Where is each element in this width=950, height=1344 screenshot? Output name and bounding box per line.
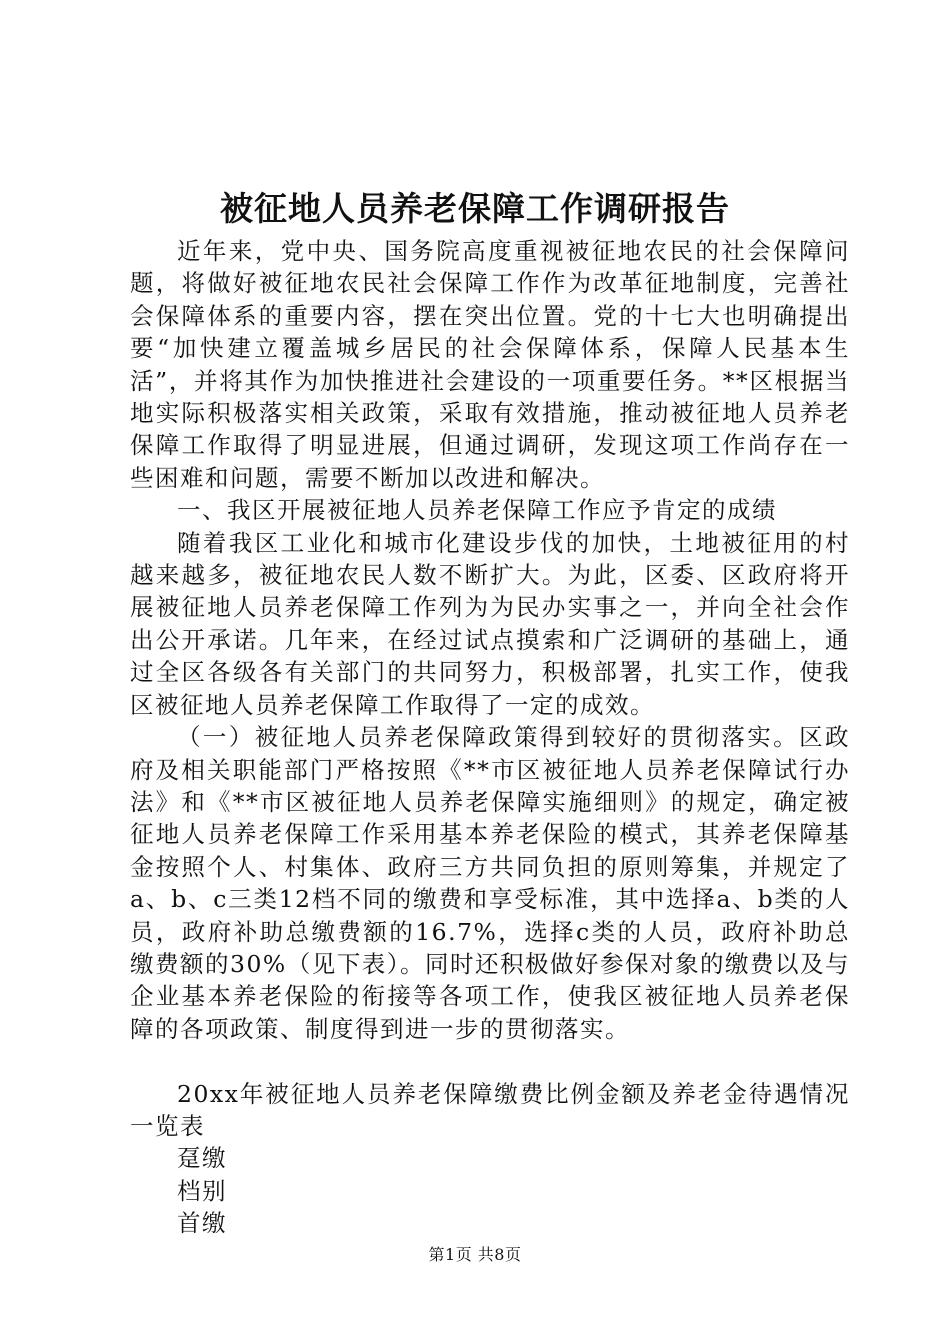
page-footer: 第1页 共8页 <box>428 1245 522 1264</box>
table-caption: 20xx年被征地人员养老保障缴费比例金额及养老金待遇情况一览表 <box>130 1079 850 1140</box>
document-title: 被征地人员养老保障工作调研报告 <box>220 189 730 228</box>
blank-line <box>130 1045 850 1077</box>
section-heading: 一、我区开展被征地人员养老保障工作应予肯定的成绩 <box>177 496 777 525</box>
paragraph-intro: 近年来，党中央、国务院高度重视被征地农民的社会保障问题，将做好被征地农民社会保障工作作为改革征地制度，完善社会保障体系的重要内容，摆在突出位置。党的十七大也明确提出要“加快建立覆盖城乡居民的社会保障体系，保障人民基本生活”，并将其作为加快推进社会建设的一项重要任务。**区根据当地实际积极落实相关政策，采取有效措施，推动被征地人员养老保障工作取得了明显进展，但通过调研，发现这项工作尚存在一些困难和问题，需要不断加以改进和解决。 <box>130 237 850 492</box>
document-body <box>130 235 850 1240</box>
paragraph-policy: （一）被征地人员养老保障政策得到较好的贯彻落实。区政府及相关职能部门严格按照《**市区被征地人员养老保障试行办法》和《**市区被征地人员养老保障实施细则》的规定，确定被征地人员养老保障工作采用基本养老保险的模式，其养老保障基金按照个人、村集体、政府三方共同负担的原则筹集，并规定了a、b、c三类12档不同的缴费和享受标准，其中选择a、b类的人员，政府补助总缴费额的16.7%，选择c类的人员，政府补助总缴费额的30%（见下表）。同时还积极做好参保对象的缴费以及与企业基本养老保险的衔接等各项工作，使我区被征地人员养老保障的各项政策、制度得到进一步的贯彻落实。 <box>130 723 850 1043</box>
paragraph-achievements: 随着我区工业化和城市化建设步伐的加快，土地被征用的村越来越多，被征地农民人数不断扩大。为此，区委、区政府将开展被征地人员养老保障工作列为为民办实事之一，并向全社会作出公开承诺。几年来，在经过试点摸索和广泛调研的基础上，通过全区各级各有关部门的共同努力，积极部署，扎实工作，使我区被征地人员养老保障工作取得了一定的成效。 <box>130 528 850 719</box>
table-cell: 首缴 <box>177 1209 227 1238</box>
table-cell: 趸缴 <box>177 1144 227 1173</box>
table-cell: 档别 <box>177 1176 227 1205</box>
